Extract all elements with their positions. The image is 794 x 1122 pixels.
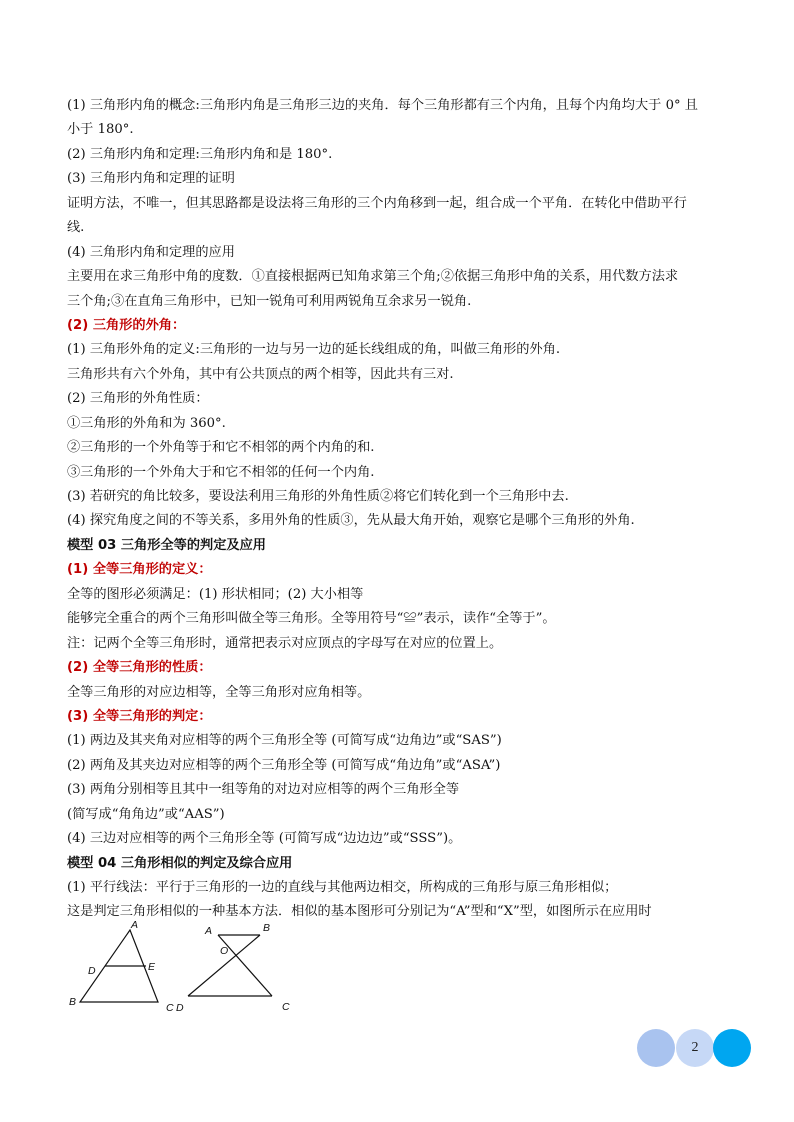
text-line: (2) 三角形内角和定理:三角形内角和是 180°. <box>67 146 333 162</box>
text-line: (1) 三角形外角的定义:三角形的一边与另一边的延长线组成的角，叫做三角形的外角. <box>67 342 561 358</box>
label-a: A <box>131 919 139 931</box>
text-line: 线. <box>67 220 85 236</box>
page-number: 2 <box>691 1040 699 1055</box>
text-line: 这是判定三角形相似的一种基本方法．相似的基本图形可分别记为“A”型和“X”型，如图所示在应用时 <box>67 904 652 920</box>
label-o: O <box>220 945 229 957</box>
text-line: (4) 探究角度之间的不等关系，多用外角的性质③，先从最大角开始，观察它是哪个三角形的外角. <box>67 513 635 529</box>
text-line: (简写成“角角边”或“AAS”) <box>67 806 225 822</box>
model-04-heading: 模型 04 三角形相似的判定及综合应用 <box>67 855 293 871</box>
section-heading-congruent-definition: (1) 全等三角形的定义： <box>67 562 212 578</box>
text-line: 小于 180°. <box>67 122 134 138</box>
document-body <box>67 94 731 925</box>
text-line: 三角形共有六个外角，其中有公共顶点的两个相等，因此共有三对. <box>67 366 454 382</box>
text-line: 证明方法，不唯一，但其思路都是设法将三角形的三个内角移到一起，组合成一个平角．在转化中借助平行 <box>67 195 687 211</box>
text-line: 注：记两个全等三角形时，通常把表示对应顶点的字母写在对应的位置上。 <box>67 635 503 651</box>
text-line: (4) 三边对应相等的两个三角形全等 (可简写成“边边边”或“SSS”)。 <box>67 831 462 847</box>
section-heading-congruent-criteria: (3) 全等三角形的判定： <box>67 708 212 724</box>
label-c: C <box>166 1002 174 1014</box>
label-e: E <box>148 961 156 973</box>
circle-left <box>637 1029 675 1067</box>
text-line: 主要用在求三角形中角的度数．①直接根据两已知角求第三个角;②依据三角形中角的关系，用代数方法求 <box>67 269 679 285</box>
text-line: 全等的图形必须满足：(1) 形状相同；(2) 大小相等 <box>67 586 364 602</box>
text-line: ①三角形的外角和为 360°. <box>67 415 226 431</box>
text-line: (1) 平行线法：平行于三角形的一边的直线与其他两边相交，所构成的三角形与原三角形相似； <box>67 880 618 895</box>
text-line: (3) 若研究的角比较多，要设法利用三角形的外角性质②将它们转化到一个三角形中去. <box>67 489 569 504</box>
circle-right <box>713 1029 751 1067</box>
similar-triangles-figure <box>60 918 300 1018</box>
model-03-heading: 模型 03 三角形全等的判定及应用 <box>67 537 266 553</box>
label-a2: A <box>205 925 213 937</box>
text-line: ②三角形的一个外角等于和它不相邻的两个内角的和. <box>67 440 375 456</box>
text-line: (1) 两边及其夹角对应相等的两个三角形全等 (可简写成“边角边”或“SAS”) <box>67 733 502 749</box>
label-c2: C <box>282 1001 290 1013</box>
text-line: (2) 三角形的外角性质： <box>67 391 209 407</box>
text-line: 三个角;③在直角三角形中，已知一锐角可利用两锐角互余求另一锐角. <box>67 293 472 309</box>
label-d: D <box>88 965 96 977</box>
label-b: B <box>69 996 77 1008</box>
text-line: (3) 两角分别相等且其中一组等角的对边对应相等的两个三角形全等 <box>67 782 460 798</box>
text-line: ③三角形的一个外角大于和它不相邻的任何一个内角. <box>67 464 375 480</box>
text-line: (3) 三角形内角和定理的证明 <box>67 171 235 187</box>
label-d2: D <box>176 1002 184 1014</box>
section-heading-congruent-properties: (2) 全等三角形的性质： <box>67 660 212 676</box>
text-line: 全等三角形的对应边相等，全等三角形对应角相等。 <box>67 684 371 700</box>
text-line: 能够完全重合的两个三角形叫做全等三角形。全等用符号“≌”表示，读作“全等于”。 <box>67 611 556 627</box>
text-line: (4) 三角形内角和定理的应用 <box>67 244 235 260</box>
text-line: (1) 三角形内角的概念:三角形内角是三角形三边的夹角．每个三角形都有三个内角，且每个内角均大于 0° 且 <box>67 98 698 113</box>
text-line: (2) 两角及其夹边对应相等的两个三角形全等 (可简写成“角边角”或“ASA”) <box>67 757 501 773</box>
section-heading-exterior-angle: (2) 三角形的外角： <box>67 317 186 333</box>
x-type-figure <box>188 935 272 996</box>
label-b2: B <box>263 922 271 934</box>
